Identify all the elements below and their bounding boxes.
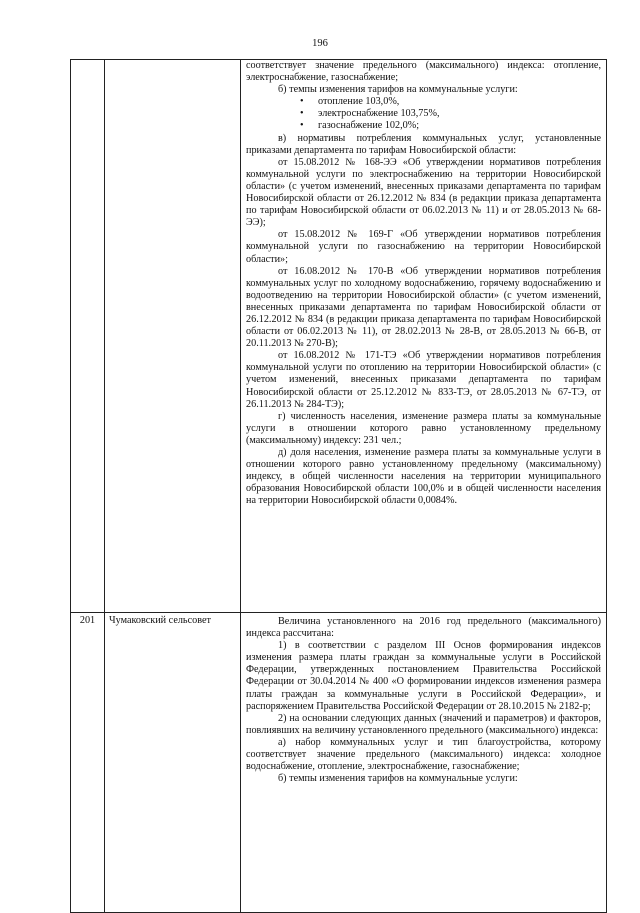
paragraph: в) нормативы потребления коммунальных услуг, установленные приказами департамента по тарифам Новосибирской области: [246, 132, 601, 156]
paragraph: от 16.08.2012 № 170-В «Об утверждении нормативов потребления коммунальных услуг по холодному водоснабжению, горячему водоснабжению и водоотведению на территории Новосибирской области» (с учетом изменений, внесенных приказами департамента по тарифам Новосибирской области от 26.12.2012 № 834 (в редакции приказа департамента по тарифам Новосибирской области от 06.02.2013 № 11), от 28.02.2013 № 28-В, от 28.05.2013 № 66-В, от 20.11.2013 № 270-В); [246, 265, 601, 350]
list-item: • газоснабжение 102,0%; [300, 120, 601, 132]
paragraph: от 15.08.2012 № 168-ЭЭ «Об утверждении нормативов потребления коммунальной услуги по электроснабжению на территории Новосибирской области» (с учетом изменений, внесенных приказами департамента по тарифам Новосибирской области от 26.12.2012 № 834 (в редакции приказа департамента по тарифам Новосибирской области от 06.02.2013 № 11) и от 28.05.2013 № 68-ЭЭ); [246, 156, 601, 229]
row-text-cell [241, 60, 607, 613]
list-item: • отопление 103,0%, [300, 96, 601, 108]
paragraph: а) набор коммунальных услуг и тип благоустройства, которому соответствует значение предельного (максимального) индекса: холодное водоснабжение, отопление, электроснабжение, газоснабжение; [246, 736, 601, 773]
row-name-cell: Чумаковский сельсовет [105, 613, 241, 913]
page-number: 196 [312, 38, 328, 49]
table-row [71, 60, 607, 613]
paragraph: от 15.08.2012 № 169-Г «Об утверждении нормативов потребления коммунальной услуги по газоснабжению на территории Новосибирской области»; [246, 229, 601, 265]
paragraph: Величина установленного на 2016 год предельного (максимального) индекса рассчитана: [246, 616, 601, 640]
paragraph: б) темпы изменения тарифов на коммунальные услуги: [278, 773, 518, 785]
list-item: • электроснабжение 103,75%, [300, 108, 601, 120]
paragraph: соответствует значение предельного (максимального) индекса: отопление, электроснабжение, газоснабжение; [246, 60, 601, 84]
row-number-cell [71, 60, 105, 613]
table-row [71, 613, 607, 913]
paragraph: от 16.08.2012 № 171-ТЭ «Об утверждении нормативов потребления коммунальной услуги по отоплению на территории Новосибирской области» (с учетом изменений, внесенных приказами департамента по тарифам Новосибирской области от 25.12.2012 № 833-ТЭ, от 28.05.2013 № 67-ТЭ, от 26.11.2013 № 284-ТЭ); [246, 350, 601, 410]
row-number-cell: 201 [71, 613, 105, 913]
paragraph: г) численность населения, изменение размера платы за коммунальные услуги в отношении которого равно установленному предельному (максимальному) индексу: 231 чел.; [246, 410, 601, 446]
row-name-cell [105, 60, 241, 613]
paragraph: д) доля населения, изменение размера платы за коммунальные услуги в отношении которого равно установленному предельному (максимальному) индексу, в общей численности населения на территории муниципального образования Новосибирской области 100,0% и в общей численности населения на территории Новосибирской области 0,0084%. [246, 447, 601, 507]
document-table [70, 59, 607, 913]
tariff-bullet-list [246, 96, 601, 132]
paragraph: 2) на основании следующих данных (значений и параметров) и факторов, повлиявших на величину установленного предельного (максимального) индекса: [246, 712, 601, 736]
paragraph: 1) в соответствии с разделом III Основ формирования индексов изменения размера платы граждан за коммунальные услуги в Российской Федерации, утвержденных постановлением Правительства Российской Федерации от 30.04.2014 № 400 «О формировании индексов изменения размера платы граждан за коммунальные услуги в Российской Федерации», и распоряжением Правительства Российской Федерации от 28.10.2015 № 2182-р; [246, 640, 601, 712]
row-text-cell [241, 613, 607, 913]
paragraph: б) темпы изменения тарифов на коммунальные услуги: [278, 84, 518, 96]
